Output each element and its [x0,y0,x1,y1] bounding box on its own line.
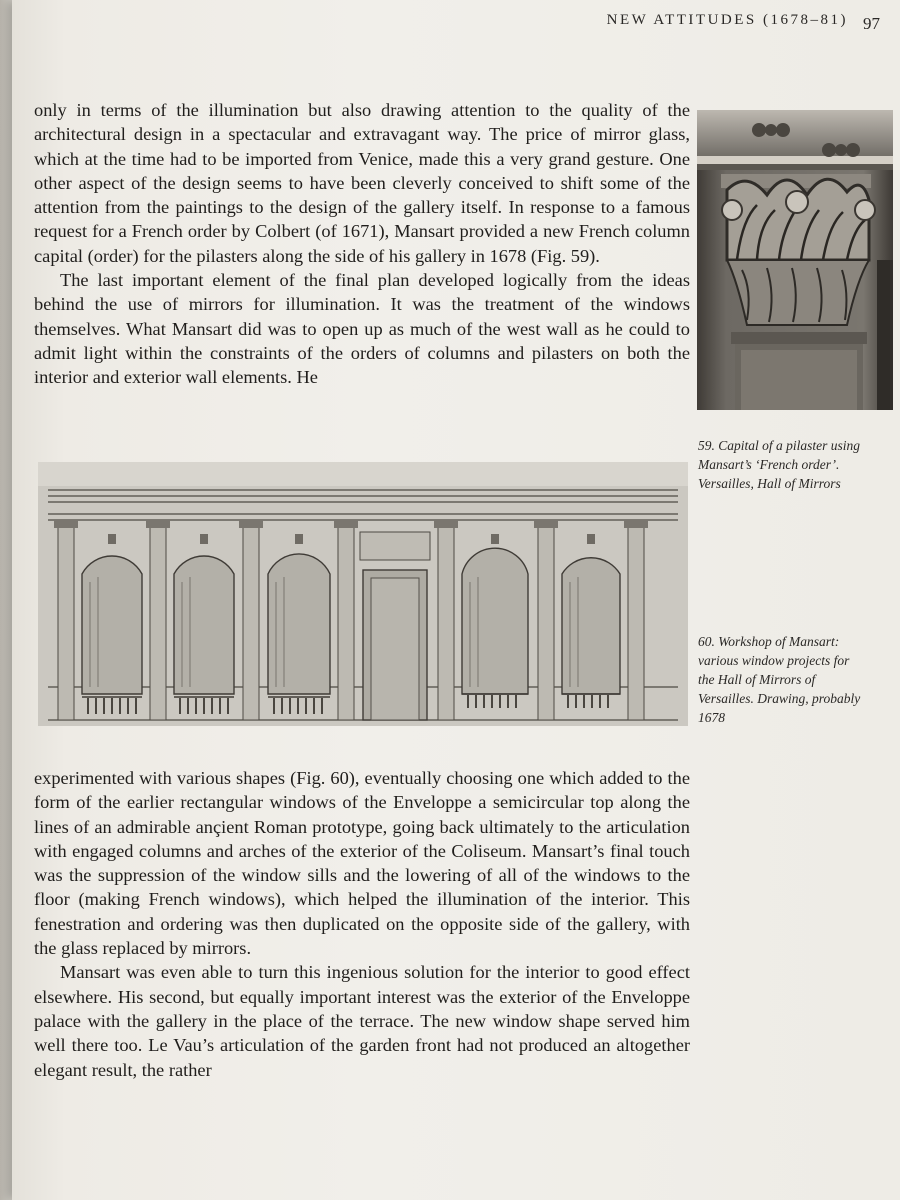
book-page [12,0,900,1200]
page-edge [0,0,12,1200]
body-text-top [34,98,690,390]
body-text-bottom [34,766,690,1082]
running-header: NEW ATTITUDES (1678–81) [606,12,848,28]
paragraph: The last important element of the final plan developed logically from the ideas behind the use of mirrors for illumination. It was the treatment of the windows themselves. What Mansart did was to open up as much of the west wall as he could to admit light within the constraints of the orders of columns and pilasters on both the interior and exterior wall elements. He [34,270,690,388]
figure-59-caption: 59. Capital of a pilaster using Mansart’s ‘French order’. Versailles, Hall of Mirrors [698,438,861,491]
paragraph: only in terms of the illumination but also drawing attention to the quality of the architectural design in a spectacular and extravagant way. The price of mirror glass, which at the time had to be imported from Venice, made this a very grand gesture. One other aspect of the design seems to have been cleverly conceived to shift some of the attention from the paintings to the design of the gallery itself. In response to a famous request for a French order by Colbert (of 1671), Mansart provided a new French column capital (order) for the pilasters along the side of his gallery in 1678 (Fig. 59). [34,100,690,266]
figure-59-photo [697,110,893,410]
paragraph: experimented with various shapes (Fig. 60), eventually choosing one which added to the form of the earlier rectangular windows of the Enveloppe a semicircular top along the lines of an admirable ançient Roman prototype, going back ultimately to the articulation with engaged columns and arches of the exterior of the Coliseum. Mansart’s final touch was the suppression of the window sills and the lowering of all of the windows to the floor (making French windows), which helped the illumination of the interior. This fenestration and ordering was then duplicated on the opposite side of the gallery, with the glass replaced by mirrors. [34,768,690,959]
paragraph: Mansart was even able to turn this ingenious solution for the interior to good effect elsewhere. His second, but equally important interest was the exterior of the Enveloppe palace with the gallery in the place of the terrace. The new window shape served him well there too. Le Vau’s articulation of the garden front had not produced an altogether elegant result, the rather [34,962,690,1080]
figure-60-caption: 60. Workshop of Mansart: various window projects for the Hall of Mirrors of Versailles. Drawing, probably 1678 [698,634,861,725]
figure-60-drawing [38,462,688,726]
page-number: 97 [863,14,880,33]
